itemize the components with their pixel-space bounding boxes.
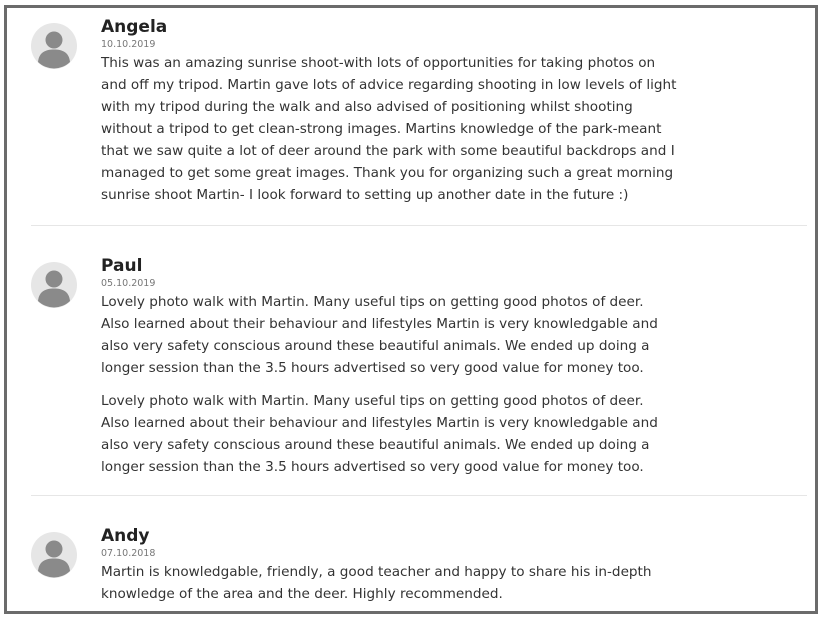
review-divider (31, 225, 807, 226)
reviewer-name: Andy (101, 526, 150, 546)
review-text: This was an amazing sunrise shoot-with lots of opportunities for taking photos on and off my tripod. Martin gave lots of advice regarding shooting in low levels of light with my tripod during the walk and also advised of positioning whilst shooting without a tripod to get clean-strong images. Martins knowledge of the park-meant that we saw quite a lot of deer around the park with some beautiful backdrops and I managed to get some great images. Thank you for organizing such a great morning sunrise shoot Martin- I look forward to setting up another date in the future :) (101, 55, 677, 203)
review-divider (31, 495, 807, 496)
review-text: Lovely photo walk with Martin. Many useful tips on getting good photos of deer. Also learned about their behaviour and lifestyles Martin is very knowledgable and also very safety conscious around these beautiful animals. We ended up doing a longer session than the 3.5 hours advertised so very good value for money too. (101, 393, 658, 475)
user-avatar-icon (31, 23, 77, 69)
user-avatar-icon (31, 532, 77, 578)
reviewer-name: Angela (101, 17, 168, 37)
reviewer-name: Paul (101, 256, 143, 276)
review-text: Lovely photo walk with Martin. Many useful tips on getting good photos of deer. Also learned about their behaviour and lifestyles Martin is very knowledgable and also very safety conscious around these beautiful animals. We ended up doing a longer session than the 3.5 hours advertised so very good value for money too. (101, 294, 658, 376)
review-date: 10.10.2019 (101, 39, 156, 50)
review-date: 07.10.2018 (101, 548, 156, 559)
reviews-panel (4, 5, 818, 614)
user-avatar-icon (31, 262, 77, 308)
review-date: 05.10.2019 (101, 278, 156, 289)
review-text: Martin is knowledgable, friendly, a good teacher and happy to share his in-depth knowledge of the area and the deer. Highly recommended. (101, 564, 652, 602)
